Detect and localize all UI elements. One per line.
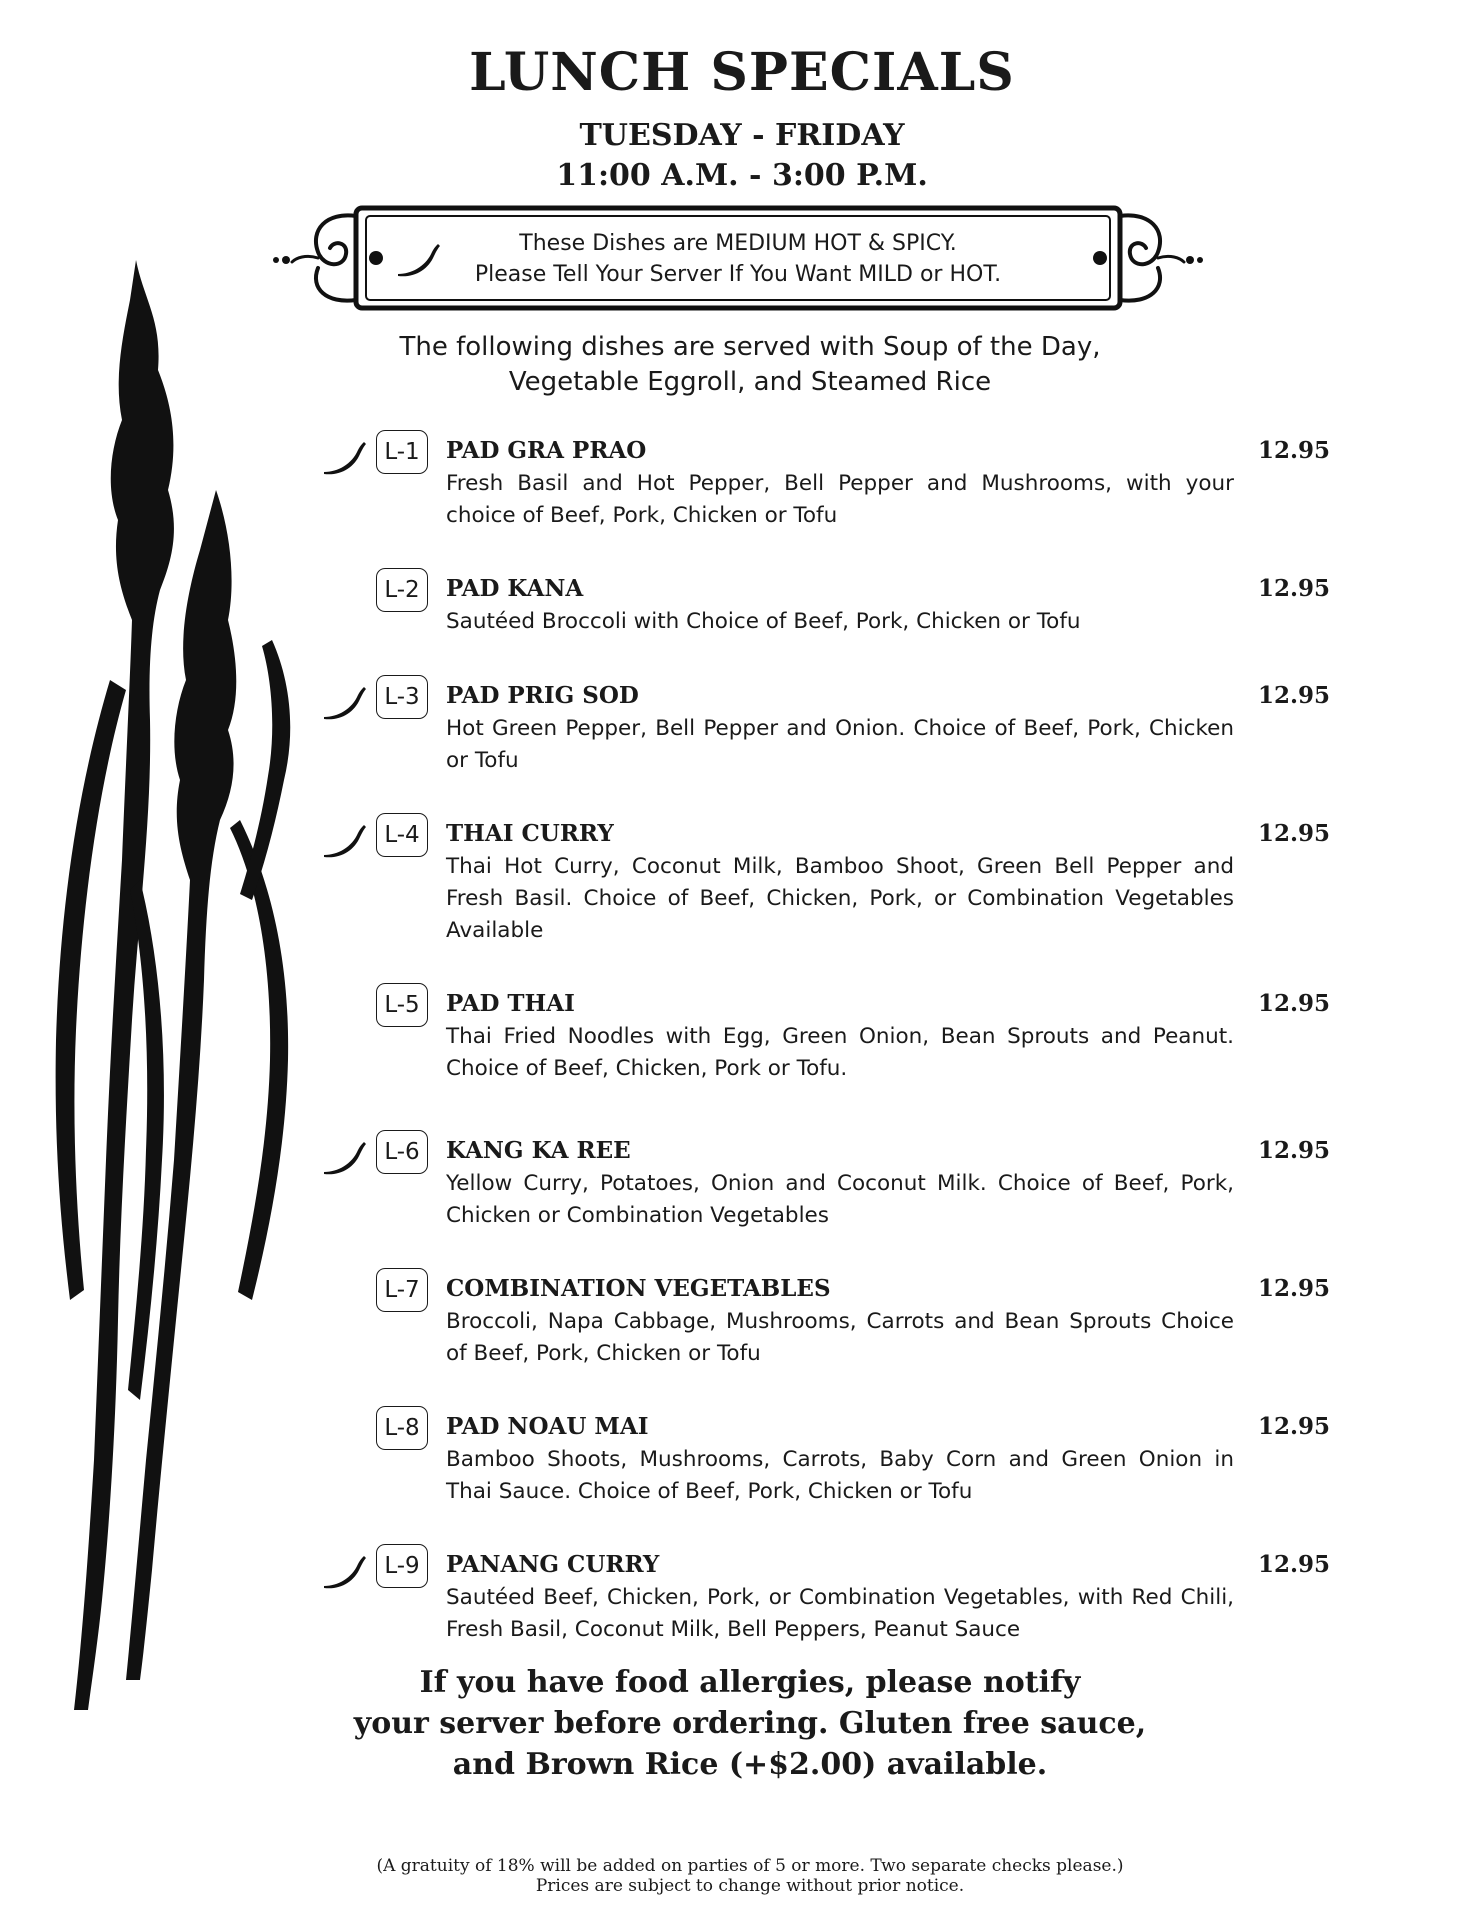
item-name: THAI CURRY [446, 820, 614, 847]
spicy-notice-line-2: Please Tell Your Server If You Want MILD or HOT. [474, 262, 1002, 287]
item-name: PAD THAI [446, 990, 575, 1017]
chili-pepper-icon [320, 821, 368, 861]
item-name: PAD KANA [446, 575, 584, 602]
allergy-line-1: If you have food allergies, please notify [419, 1665, 1081, 1700]
item-price: 12.95 [1257, 682, 1330, 709]
item-description: Sautéed Broccoli with Choice of Beef, Pork, Chicken or Tofu [446, 609, 1081, 634]
item-description: Sautéed Beef, Chicken, Pork, or Combination Vegetables, with Red Chili, Fresh Basil, Coconut Milk, Bell Peppers, Peanut Sauce [446, 1585, 1234, 1642]
served-with-line-2: Vegetable Eggroll, and Steamed Rice [508, 367, 992, 397]
item-code: L-8 [376, 1406, 428, 1450]
service-hours: 11:00 A.M. - 3:00 P.M. [556, 158, 928, 193]
footer-note [330, 1856, 1170, 1896]
item-name: PAD NOAU MAI [446, 1413, 649, 1440]
item-code: L-6 [376, 1130, 428, 1174]
item-name: PAD PRIG SOD [446, 682, 639, 709]
item-code: L-1 [376, 430, 428, 474]
item-price: 12.95 [1257, 1137, 1330, 1164]
allergy-notice [330, 1662, 1170, 1785]
item-description: Bamboo Shoots, Mushrooms, Carrots, Baby Corn and Green Onion in Thai Sauce. Choice of Beef, Pork, Chicken or Tofu [446, 1447, 1234, 1504]
spicy-notice-text [386, 228, 1090, 290]
served-with-note [330, 330, 1170, 400]
item-code: L-7 [376, 1268, 428, 1312]
item-price: 12.95 [1257, 990, 1330, 1017]
item-description: Thai Fried Noodles with Egg, Green Onion, Bean Sprouts and Peanut. Choice of Beef, Chicken, Pork or Tofu. [446, 1024, 1234, 1081]
item-description: Yellow Curry, Potatoes, Onion and Coconut Milk. Choice of Beef, Pork, Chicken or Combination Vegetables [446, 1171, 1234, 1228]
page-title: LUNCH SPECIALS [469, 42, 1015, 103]
item-description: Broccoli, Napa Cabbage, Mushrooms, Carrots and Bean Sprouts Choice of Beef, Pork, Chicken or Tofu [446, 1309, 1234, 1366]
item-description: Fresh Basil and Hot Pepper, Bell Pepper and Mushrooms, with your choice of Beef, Pork, Chicken or Tofu [446, 471, 1234, 528]
item-description: Thai Hot Curry, Coconut Milk, Bamboo Shoot, Green Bell Pepper and Fresh Basil. Choice of Beef, Chicken, Pork, or Combination Vegetables Available [446, 854, 1234, 943]
chili-pepper-icon [320, 1552, 368, 1592]
price-change-note: Prices are subject to change without prior notice. [535, 1876, 965, 1896]
item-name: KANG KA REE [446, 1137, 631, 1164]
item-price: 12.95 [1257, 575, 1330, 602]
allergy-line-2: your server before ordering. Gluten free sauce, [353, 1706, 1147, 1741]
item-code: L-9 [376, 1544, 428, 1588]
item-code: L-3 [376, 675, 428, 719]
allergy-line-3: and Brown Rice (+$2.00) available. [452, 1747, 1048, 1782]
item-name: PAD GRA PRAO [446, 437, 647, 464]
chili-pepper-icon [320, 1138, 368, 1178]
item-code: L-2 [376, 568, 428, 612]
item-code: L-5 [376, 983, 428, 1027]
wheat-silhouette-icon [40, 260, 310, 1720]
served-with-line-1: The following dishes are served with Soup of the Day, [399, 332, 1101, 362]
item-price: 12.95 [1257, 820, 1330, 847]
spicy-notice-line-1: These Dishes are MEDIUM HOT & SPICY. [519, 231, 957, 256]
chili-pepper-icon [320, 683, 368, 723]
item-price: 12.95 [1257, 1275, 1330, 1302]
item-price: 12.95 [1257, 1413, 1330, 1440]
service-days: TUESDAY - FRIDAY [579, 118, 905, 153]
item-name: COMBINATION VEGETABLES [446, 1275, 831, 1302]
item-name: PANANG CURRY [446, 1551, 660, 1578]
spicy-notice-banner [266, 196, 1210, 320]
gratuity-note: (A gratuity of 18% will be added on parties of 5 or more. Two separate checks please.) [376, 1856, 1124, 1876]
item-description: Hot Green Pepper, Bell Pepper and Onion. Choice of Beef, Pork, Chicken or Tofu [446, 716, 1234, 773]
item-price: 12.95 [1257, 437, 1330, 464]
item-code: L-4 [376, 813, 428, 857]
chili-pepper-icon [320, 438, 368, 478]
item-price: 12.95 [1257, 1551, 1330, 1578]
